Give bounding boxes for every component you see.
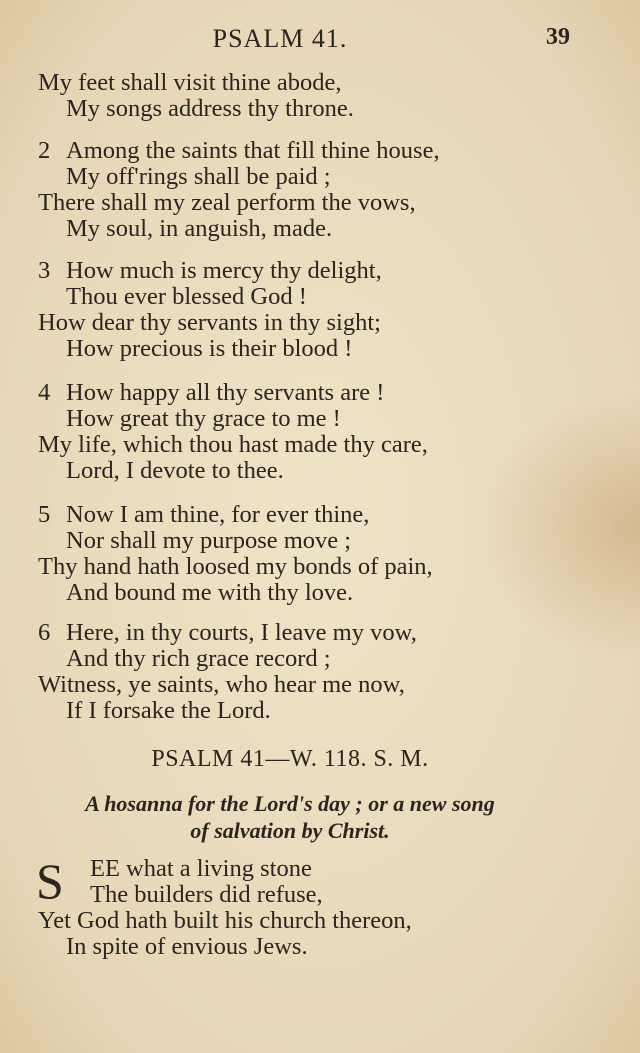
verse-line: My soul, in anguish, made. (66, 215, 333, 242)
stanza-2 (38, 138, 598, 242)
page-title: PSALM 41. (212, 24, 348, 53)
verse-line: And thy rich grace record ; (66, 645, 331, 672)
verse-line-text: Among the saints that fill thine house, (66, 137, 440, 164)
verse-line: My songs address thy throne. (66, 95, 354, 122)
hymn-subtitle (0, 790, 580, 844)
stanza-next-1 (36, 853, 598, 960)
stanza-4 (38, 380, 598, 484)
verse-number: 3 (38, 257, 51, 284)
verse-number: 4 (38, 379, 51, 406)
verse-line: Thou ever blessed God ! (66, 283, 307, 310)
stanza-continuation (38, 70, 598, 122)
verse-line-text: How happy all thy servants are ! (66, 379, 385, 406)
verse-line: And bound me with thy love. (66, 579, 354, 606)
verse-line: How great thy grace to me ! (66, 405, 341, 432)
hymn-heading: PSALM 41—W. 118. S. M. (151, 746, 429, 772)
drop-cap: S (36, 853, 64, 909)
verse-line: Witness, ye saints, who hear me now, (38, 671, 405, 698)
verse-number: 6 (38, 619, 51, 646)
verse-line (38, 258, 598, 284)
verse-line (38, 138, 598, 164)
verse-line: Thy hand hath loosed my bonds of pain, (38, 553, 433, 580)
verse-line: My life, which thou hast made thy care, (38, 431, 428, 458)
verse-line-text: Now I am thine, for ever thine, (66, 501, 370, 528)
verse-line: My off'rings shall be paid ; (66, 163, 331, 190)
verse-line: There shall my zeal perform the vows, (38, 189, 416, 216)
verse-line: If I forsake the Lord. (66, 697, 271, 724)
verse-line (38, 380, 598, 406)
verse-number: 5 (38, 501, 51, 528)
verse-line: Yet God hath built his church thereon, (38, 907, 412, 934)
stanza-3 (38, 258, 598, 362)
verse-line: How precious is their blood ! (66, 335, 353, 362)
running-head (0, 24, 640, 58)
verse-line (38, 620, 598, 646)
verse-line-text: How much is mercy thy delight, (66, 257, 382, 284)
verse-line: The builders did refuse, (90, 881, 323, 908)
verse-line (38, 502, 598, 528)
verse-line: In spite of envious Jews. (66, 933, 308, 960)
hymn-subtitle-line: of salvation by Christ. (190, 818, 390, 843)
page-number: 39 (546, 24, 570, 50)
stanza-6 (38, 620, 598, 724)
verse-number: 2 (38, 137, 51, 164)
verse-line-text: Here, in thy courts, I leave my vow, (66, 619, 417, 646)
verse-line: How dear thy servants in thy sight; (38, 309, 381, 336)
verse-line: Lord, I devote to thee. (66, 457, 284, 484)
verse-line: My feet shall visit thine abode, (38, 69, 342, 96)
hymn-subtitle-line: A hosanna for the Lord's day ; or a new song (85, 791, 495, 816)
verse-line: Nor shall my purpose move ; (66, 527, 352, 554)
verse-line: EE what a living stone (90, 855, 312, 882)
stanza-5 (38, 502, 598, 606)
